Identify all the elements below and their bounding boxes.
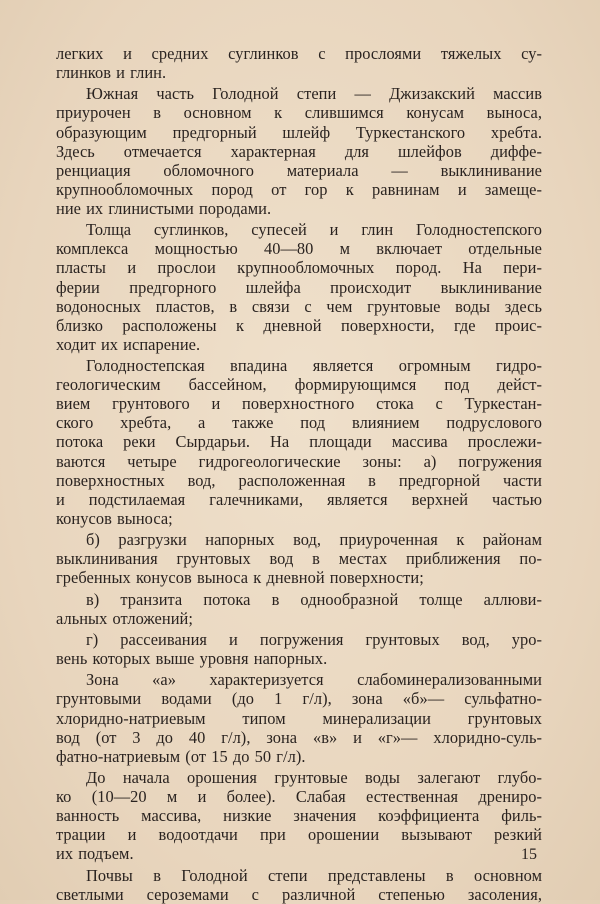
text-line: г) рассеивания и погружения грунтовых вод, уро- xyxy=(86,629,542,649)
text-line: альных отложений; xyxy=(56,608,193,628)
text-line: ние их глинистыми породами. xyxy=(56,198,272,218)
text-line: ваются четыре гидрогеологические зоны: а) погружения xyxy=(56,451,542,471)
text-line: фатно-натриевым (от 15 до 50 г/л). xyxy=(56,746,306,766)
text-line: комплекса мощностью 40—80 м включает отдельные xyxy=(56,239,542,259)
text-line: поверхностных вод, расположенная в предгорной части xyxy=(56,470,542,490)
text-line: геологическим бассейном, формирующимся под дейст- xyxy=(56,375,542,395)
text-line: Южная часть Голодной степи — Джизакский массив xyxy=(86,84,542,104)
text-line: Голодностепская впадина является огромным гидро- xyxy=(86,356,542,376)
text-line: вием грунтового и поверхностного стока с Туркестан- xyxy=(56,394,542,414)
text-line: хлоридно-натриевым типом минерализации грунтовых xyxy=(56,708,542,728)
text-line: вод (от 3 до 40 г/л), зона «в» и «г»— хлоридно-суль- xyxy=(56,727,542,747)
text-line: близко расположены к дневной поверхности, где проис- xyxy=(56,315,542,335)
text-line: б) разгрузки напорных вод, приуроченная к районам xyxy=(86,530,542,550)
text-line: водоносных пластов, в связи с чем грунтовые воды здесь xyxy=(56,296,542,316)
text-line: гребенных конусов выноса к дневной поверхности; xyxy=(56,568,424,588)
text-line: выклинивания грунтовых вод в местах приближения по- xyxy=(56,549,542,569)
page-number: 15 xyxy=(521,846,537,863)
text-line: потока реки Сырдарьи. На площади массива прослежи- xyxy=(56,432,542,452)
text-line: Почвы в Голодной степи представлены в основном xyxy=(86,865,542,885)
text-line: и подстилаемая галечниками, является верхней частью xyxy=(56,489,542,509)
text-line: приурочен в основном к слившимся конусам выноса, xyxy=(56,103,542,123)
text-line: легких и средних суглинков с прослоями тяжелых су- xyxy=(56,44,542,63)
text-line: ванность массива, низкие значения коэффициента филь- xyxy=(56,806,542,826)
text-line: трации и водоотдачи при орошении вызывают резкий xyxy=(56,825,542,845)
page-body xyxy=(56,44,542,904)
text-line: светлыми сероземами с различной степенью засоления, xyxy=(56,884,542,904)
text-line: ренциация обломочного материала — выклинивание xyxy=(56,160,542,180)
text-line: конусов выноса; xyxy=(56,508,173,528)
text-line: пласты и прослои крупнообломочных пород. На пери- xyxy=(56,258,542,278)
text-line: образующим предгорный шлейф Туркестанского хребта. xyxy=(56,122,542,142)
text-line: До начала орошения грунтовые воды залегают глубо- xyxy=(86,767,542,787)
text-line: глинков и глин. xyxy=(56,63,167,83)
text-line: ходит их испарение. xyxy=(56,334,201,354)
text-line: в) транзита потока в однообразной толще аллюви- xyxy=(86,589,542,609)
text-line: Здесь отмечается характерная для шлейфов диффе- xyxy=(56,141,542,161)
text-line: крупнообломочных пород от гор к равнинам и замеще- xyxy=(56,179,542,199)
text-line: вень которых выше уровня напорных. xyxy=(56,649,328,669)
text-line: ферии предгорного шлейфа происходит выклинивание xyxy=(56,277,542,297)
text-line: Толща суглинков, супесей и глин Голодностепского xyxy=(86,220,542,240)
text-line: их подъем. xyxy=(56,844,134,864)
text-line: ского хребта, а также под влиянием подруслового xyxy=(56,413,542,433)
text-line: Зона «а» характеризуется слабоминерализованными xyxy=(86,670,542,690)
text-line: ко (10—20 м и более). Слабая естественная дрениро- xyxy=(56,787,542,807)
text-line: грунтовыми водами (до 1 г/л), зона «б»— сульфатно- xyxy=(56,689,542,709)
